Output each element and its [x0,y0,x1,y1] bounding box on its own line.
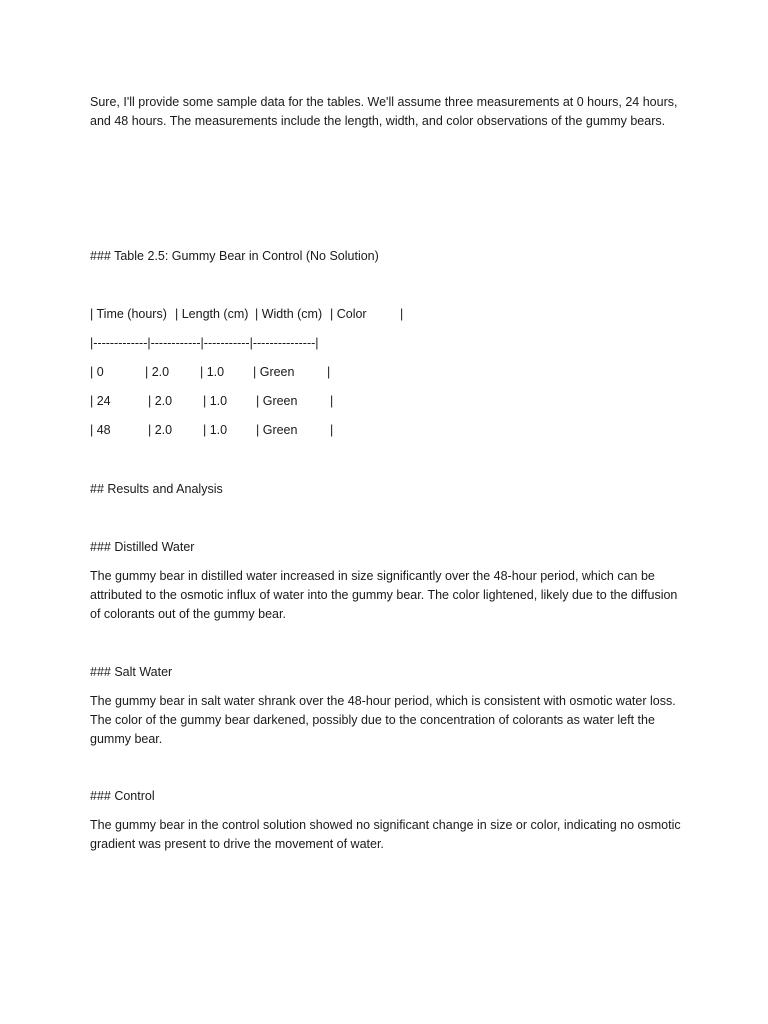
table-heading: ### Table 2.5: Gummy Bear in Control (No Solution) [90,249,379,263]
header-cell-end: | [400,307,404,321]
section-body-control: The gummy bear in the control solution showed no significant change in size or color, indicating no osmotic gradient was present to drive the movement of water. [90,818,681,851]
cell-end: | [327,365,331,379]
cell-color: | Green [256,423,298,437]
cell-width: | 1.0 [203,394,228,408]
cell-width: | 1.0 [200,365,225,379]
section-heading-control: ### Control [90,789,155,803]
cell-length: | 2.0 [148,423,173,437]
header-cell-length: | Length (cm) [175,307,249,321]
section-body-distilled-water: The gummy bear in distilled water increased in size significantly over the 48-hour period, which can be attributed to the osmotic influx of water into the gummy bear. The color lightened, likely due to the diffusion of colorants out of the gummy bear. [90,569,678,621]
section-heading-salt-water: ### Salt Water [90,665,173,679]
cell-time: | 24 [90,394,111,408]
header-cell-color: | Color [330,307,367,321]
cell-width: | 1.0 [203,423,228,437]
section-body-salt-water: The gummy bear in salt water shrank over the 48-hour period, which is consistent with osmotic water loss. The color of the gummy bear darkened, possibly due to the concentration of colorants as water left the gummy bear. [90,694,676,746]
cell-time: | 48 [90,423,111,437]
intro-paragraph: Sure, I'll provide some sample data for the tables. We'll assume three measurements at 0 hours, 24 hours, and 48 hours. The measurements include the length, width, and color observations of the gummy bears. [90,95,678,128]
section-heading-distilled-water: ### Distilled Water [90,540,195,554]
header-cell-width: | Width (cm) [255,307,323,321]
cell-color: | Green [256,394,298,408]
cell-end: | [330,394,334,408]
header-cell-time: | Time (hours) [90,307,167,321]
cell-time: | 0 [90,365,104,379]
results-heading: ## Results and Analysis [90,482,223,496]
table-separator-row: |-------------|------------|-----------|---------------| [90,336,319,350]
cell-end: | [330,423,334,437]
cell-color: | Green [253,365,295,379]
cell-length: | 2.0 [148,394,173,408]
cell-length: | 2.0 [145,365,170,379]
